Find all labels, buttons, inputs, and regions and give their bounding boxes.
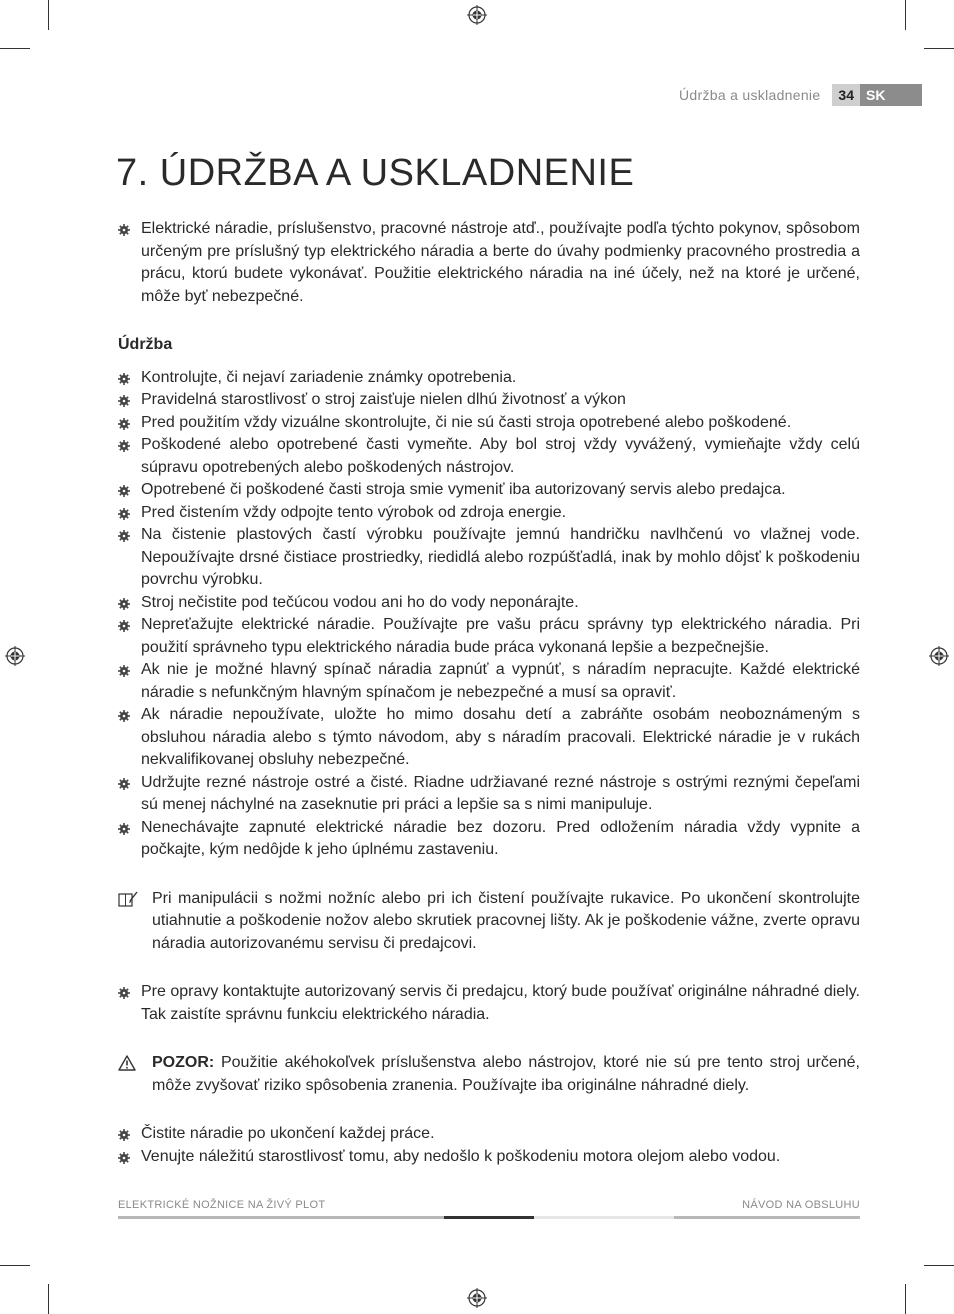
gear-bullet-icon <box>118 598 130 610</box>
list-item <box>118 502 860 525</box>
list-item <box>118 218 860 308</box>
registration-mark-icon <box>5 646 25 666</box>
list-item-text: Opotrebené či poškodené časti stroja smie vymeniť iba autorizovaný servis alebo predajca. <box>141 481 786 498</box>
page-header <box>679 84 922 106</box>
gear-bullet-icon <box>118 530 130 542</box>
gear-bullet-icon <box>118 418 130 430</box>
list-item-text: Venujte náležitú starostlivosť tomu, aby nedošlo k poškodeniu motora olejom alebo vodou. <box>141 1147 781 1165</box>
final-list <box>118 1123 860 1168</box>
maintenance-list <box>118 367 860 862</box>
list-item-text: Udržujte rezné nástroje ostré a čisté. Riadne udržiavané rezné nástroje s ostrými reznými čepeľami sú menej náchylné na zaseknutie pri práci a lepšie sa s nimi manipuluje. <box>141 773 860 813</box>
list-item-text: Pred použitím vždy vizuálne skontrolujte, či nie sú časti stroja opotrebené alebo poškodené. <box>141 413 792 431</box>
list-item <box>118 981 860 1026</box>
crop-mark <box>48 1284 49 1314</box>
gear-bullet-icon <box>118 485 130 497</box>
gear-bullet-icon <box>118 778 130 790</box>
crop-mark <box>905 0 906 30</box>
list-item <box>118 772 860 817</box>
note-block <box>118 888 860 956</box>
repair-list <box>118 981 860 1026</box>
list-item-text: Ak náradie nepoužívate, uložte ho mimo dosahu detí a zabráňte osobám neoboznámeným s obsluhou náradia alebo s týmto návodom, aby s náradím pracovali. Elektrické náradie je v rukách nekvalifikovanej obsluhy nebezpečné. <box>141 706 860 768</box>
warning-triangle-icon <box>118 1055 136 1071</box>
warning-label: POZOR: <box>152 1054 215 1071</box>
list-item-text: Pravidelná starostlivosť o stroj zaisťuje nielen dlhú životnosť a výkon <box>141 391 626 408</box>
gear-bullet-icon <box>118 665 130 677</box>
list-item <box>118 434 860 479</box>
list-item <box>118 659 860 704</box>
list-item <box>118 1123 860 1146</box>
list-item-text: Pred čistením vždy odpojte tento výrobok od zdroja energie. <box>141 503 567 521</box>
intro-list <box>118 218 860 308</box>
list-item-text: Elektrické náradie, príslušenstvo, pracovné nástroje atď., používajte podľa týchto pokynov, spôsobom určeným pre príslušný typ elektrického náradia a berte do úvahy podmienky pracovného prostredia a prácu, ktorú budete vykonávať. Použitie elektrického náradia na iné účely, než na ktoré je určené, môže byť nebezpečné. <box>141 220 860 305</box>
list-item <box>118 1146 860 1169</box>
list-item <box>118 614 860 659</box>
list-item-text: Pre opravy kontaktujte autorizovaný servis či predajcu, ktorý bude používať originálne náhradné diely. Tak zaistíte správnu funkciu elektrického náradia. <box>141 983 860 1023</box>
list-item-text: Stroj nečistite pod tečúcou vodou ani ho do vody neponárajte. <box>141 593 579 611</box>
section-title: Údržba <box>118 336 173 353</box>
registration-mark-icon <box>467 1288 487 1308</box>
list-item <box>118 389 860 412</box>
gear-bullet-icon <box>118 440 130 452</box>
crop-mark <box>0 1265 30 1266</box>
page-title: 7. ÚDRŽBA A USKLADNENIE <box>116 152 635 194</box>
list-item-text: Nenechávajte zapnuté elektrické náradie bez dozoru. Pred odložením náradia vždy vypnite a počkajte, kým nedôjde k jeho úplnému zastaveniu. <box>141 818 860 858</box>
list-item-text: Na čistenie plastových častí výrobku používajte jemnú handričku navlhčenú vo vlažnej vode. Nepoužívajte drsné čistiace prostriedky, riedidlá alebo rozpúšťadlá, inak by mohlo dôjsť k poškodeniu povrchu výrobku. <box>141 526 860 588</box>
footer-manual-label: NÁVOD NA OBSLUHU <box>742 1199 860 1211</box>
list-item <box>118 524 860 592</box>
registration-mark-icon <box>929 646 949 666</box>
list-item-text: Ak nie je možné hlavný spínač náradia zapnúť a vypnúť, s náradím nepracujte. Každé elektrické náradie s nefunkčným hlavným spínačom je nebezpečné a musí sa opraviť. <box>141 661 860 701</box>
list-item-text: Poškodené alebo opotrebené časti vymeňte. Aby bol stroj vždy vyvážený, vymieňajte vždy celú súpravu opotrebených alebo poškodených nástrojov. <box>141 436 860 476</box>
list-item-text: Nepreťažujte elektrické náradie. Používajte pre vašu prácu správny typ elektrického náradia. Pri použití správneho typu elektrického náradia bude práca vykonaná lepšie a bezpečnejšie. <box>141 616 860 656</box>
footer-rule-dark-segment <box>444 1216 534 1219</box>
footer-rule-light-segment <box>534 1216 674 1219</box>
warning-block <box>118 1052 860 1097</box>
gear-bullet-icon <box>118 373 130 385</box>
language-badge: SK <box>860 84 922 106</box>
crop-mark <box>0 48 30 49</box>
crop-mark <box>905 1284 906 1314</box>
footer-product-name: ELEKTRICKÉ NOŽNICE NA ŽIVÝ PLOT <box>118 1199 326 1211</box>
footer-rule <box>118 1216 860 1219</box>
gear-bullet-icon <box>118 987 130 999</box>
gear-bullet-icon <box>118 1152 130 1164</box>
list-item-text: Čistite náradie po ukončení každej práce. <box>141 1125 435 1142</box>
header-title: Údržba a uskladnenie <box>679 87 821 103</box>
list-item-text: Kontrolujte, či nejaví zariadenie známky opotrebenia. <box>141 368 517 386</box>
page-number: 34 <box>832 84 860 106</box>
list-item <box>118 817 860 862</box>
gear-bullet-icon <box>118 224 130 236</box>
gear-bullet-icon <box>118 620 130 632</box>
gear-bullet-icon <box>118 823 130 835</box>
crop-mark <box>924 1265 954 1266</box>
registration-mark-icon <box>467 5 487 25</box>
list-item <box>118 479 860 502</box>
list-item <box>118 412 860 435</box>
gear-bullet-icon <box>118 508 130 520</box>
list-item <box>118 704 860 772</box>
crop-mark <box>924 48 954 49</box>
crop-mark <box>48 0 49 30</box>
note-text: Pri manipulácii s nožmi nožníc alebo pri ich čistení používajte rukavice. Po ukončení skontrolujte utiahnutie a poškodenie nožov alebo skrutiek pracovnej lišty. Ak je poškodenie vážne, zverte opravu náradia autorizovanému servisu či predajcovi. <box>152 889 860 952</box>
gear-bullet-icon <box>118 395 130 407</box>
list-item <box>118 592 860 615</box>
gear-bullet-icon <box>118 1129 130 1141</box>
gear-bullet-icon <box>118 710 130 722</box>
warning-text: Použitie akéhokoľvek príslušenstva alebo nástrojov, ktoré nie sú pre tento stroj určené, môže zvyšovať riziko spôsobenia zranenia. Používajte iba originálne náhradné diely. <box>152 1054 860 1094</box>
main-content <box>118 218 860 1168</box>
list-item <box>118 367 860 390</box>
note-book-icon <box>118 890 138 908</box>
